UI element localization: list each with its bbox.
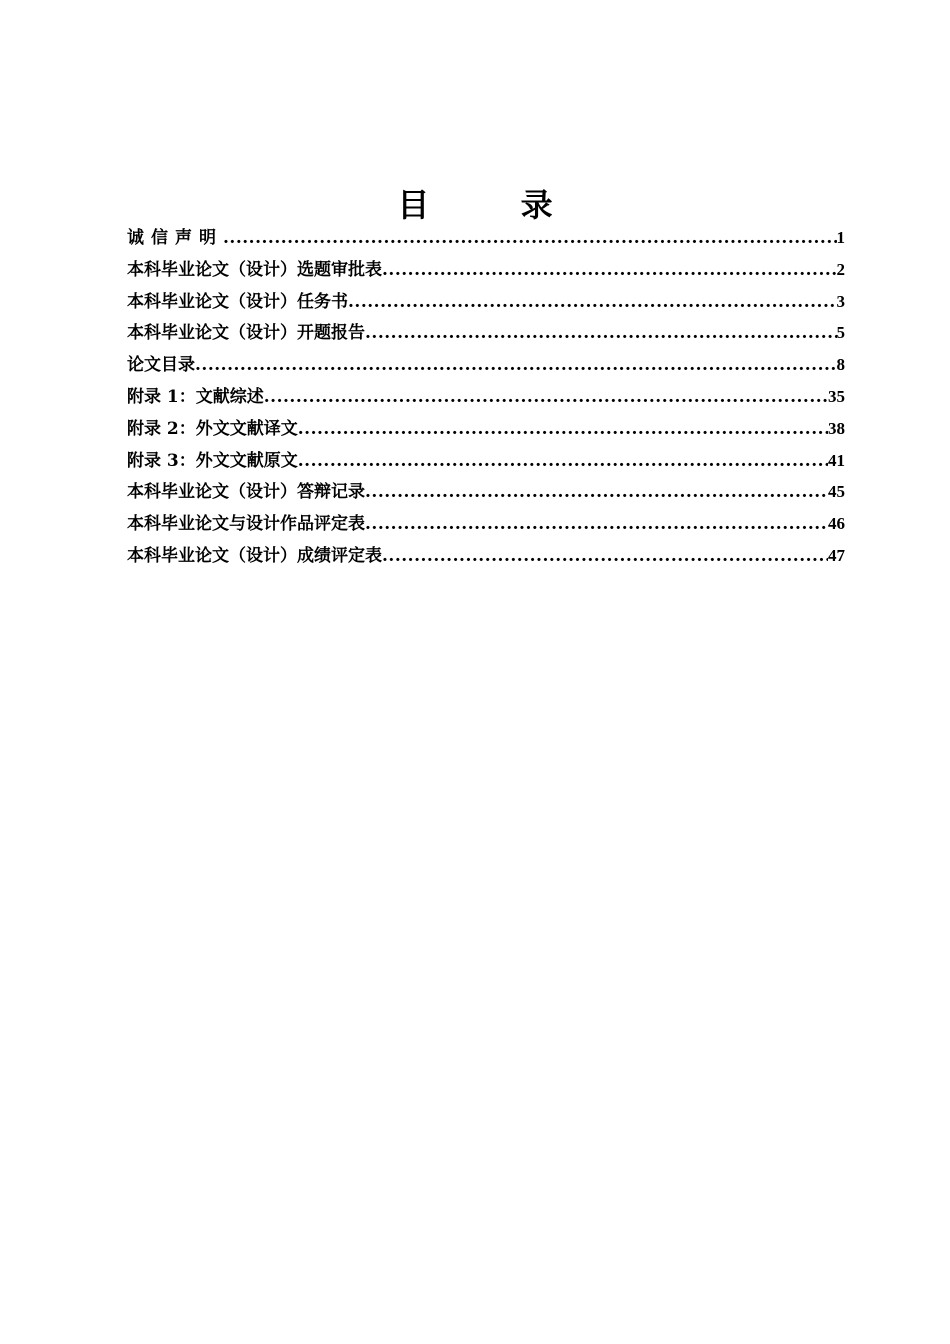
toc-entry-page: 45 <box>828 482 845 502</box>
toc-entry-page: 3 <box>836 291 845 311</box>
toc-entry-defense-record[interactable] <box>127 478 845 510</box>
toc-entry-label: 本科毕业论文（设计）选题审批表 <box>127 259 382 280</box>
toc-entry-page: 47 <box>828 545 845 565</box>
toc-entry-evaluation-form[interactable] <box>127 510 845 542</box>
toc-entry-task-book[interactable] <box>127 288 845 320</box>
toc-entry-label: 诚信声明 <box>127 228 223 248</box>
toc-dot-leader <box>365 478 828 506</box>
toc-entry-topic-approval-form[interactable] <box>127 256 845 288</box>
toc-entry-appendix-2[interactable] <box>127 415 845 447</box>
toc-entry-label: 附录 2：外文文献译文 <box>127 418 298 439</box>
toc-entry-page: 46 <box>828 514 845 534</box>
toc-entry-label: 本科毕业论文（设计）开题报告 <box>127 323 365 344</box>
toc-entry-page: 5 <box>836 323 845 343</box>
toc-dot-leader <box>264 383 828 411</box>
toc-entry-page: 2 <box>836 259 845 279</box>
toc-entry-proposal-report[interactable] <box>127 319 845 351</box>
toc-entry-page: 41 <box>828 450 845 470</box>
toc-dot-leader <box>298 447 828 475</box>
toc-entry-label: 本科毕业论文（设计）答辩记录 <box>127 482 365 503</box>
toc-dot-leader <box>298 415 828 443</box>
toc-dot-leader <box>382 256 837 284</box>
toc-entry-grade-form[interactable] <box>127 542 845 574</box>
toc-dot-leader <box>195 351 837 379</box>
toc-dot-leader <box>348 288 837 316</box>
toc-entry-page: 35 <box>828 386 845 406</box>
toc-entry-label: 本科毕业论文与设计作品评定表 <box>127 514 365 535</box>
toc-dot-leader <box>365 319 837 347</box>
toc-entry-appendix-1[interactable] <box>127 383 845 415</box>
table-of-contents <box>127 224 845 574</box>
toc-entry-label: 附录 1：文献综述 <box>127 386 264 407</box>
toc-entry-integrity-statement[interactable] <box>127 224 845 256</box>
toc-dot-leader <box>365 510 828 538</box>
toc-entry-thesis-contents[interactable] <box>127 351 845 383</box>
toc-entry-label: 本科毕业论文（设计）成绩评定表 <box>127 545 382 566</box>
toc-entry-label: 论文目录 <box>127 355 195 376</box>
toc-entry-page: 1 <box>836 228 845 247</box>
toc-entry-label: 附录 3：外文文献原文 <box>127 450 298 471</box>
toc-entry-label: 本科毕业论文（设计）任务书 <box>127 291 348 312</box>
toc-entry-page: 8 <box>836 355 845 375</box>
toc-entry-page: 38 <box>828 418 845 438</box>
toc-dot-leader <box>382 542 828 570</box>
toc-entry-appendix-3[interactable] <box>127 447 845 479</box>
toc-dot-leader <box>223 224 837 252</box>
page-title: 目 录 <box>397 186 593 225</box>
